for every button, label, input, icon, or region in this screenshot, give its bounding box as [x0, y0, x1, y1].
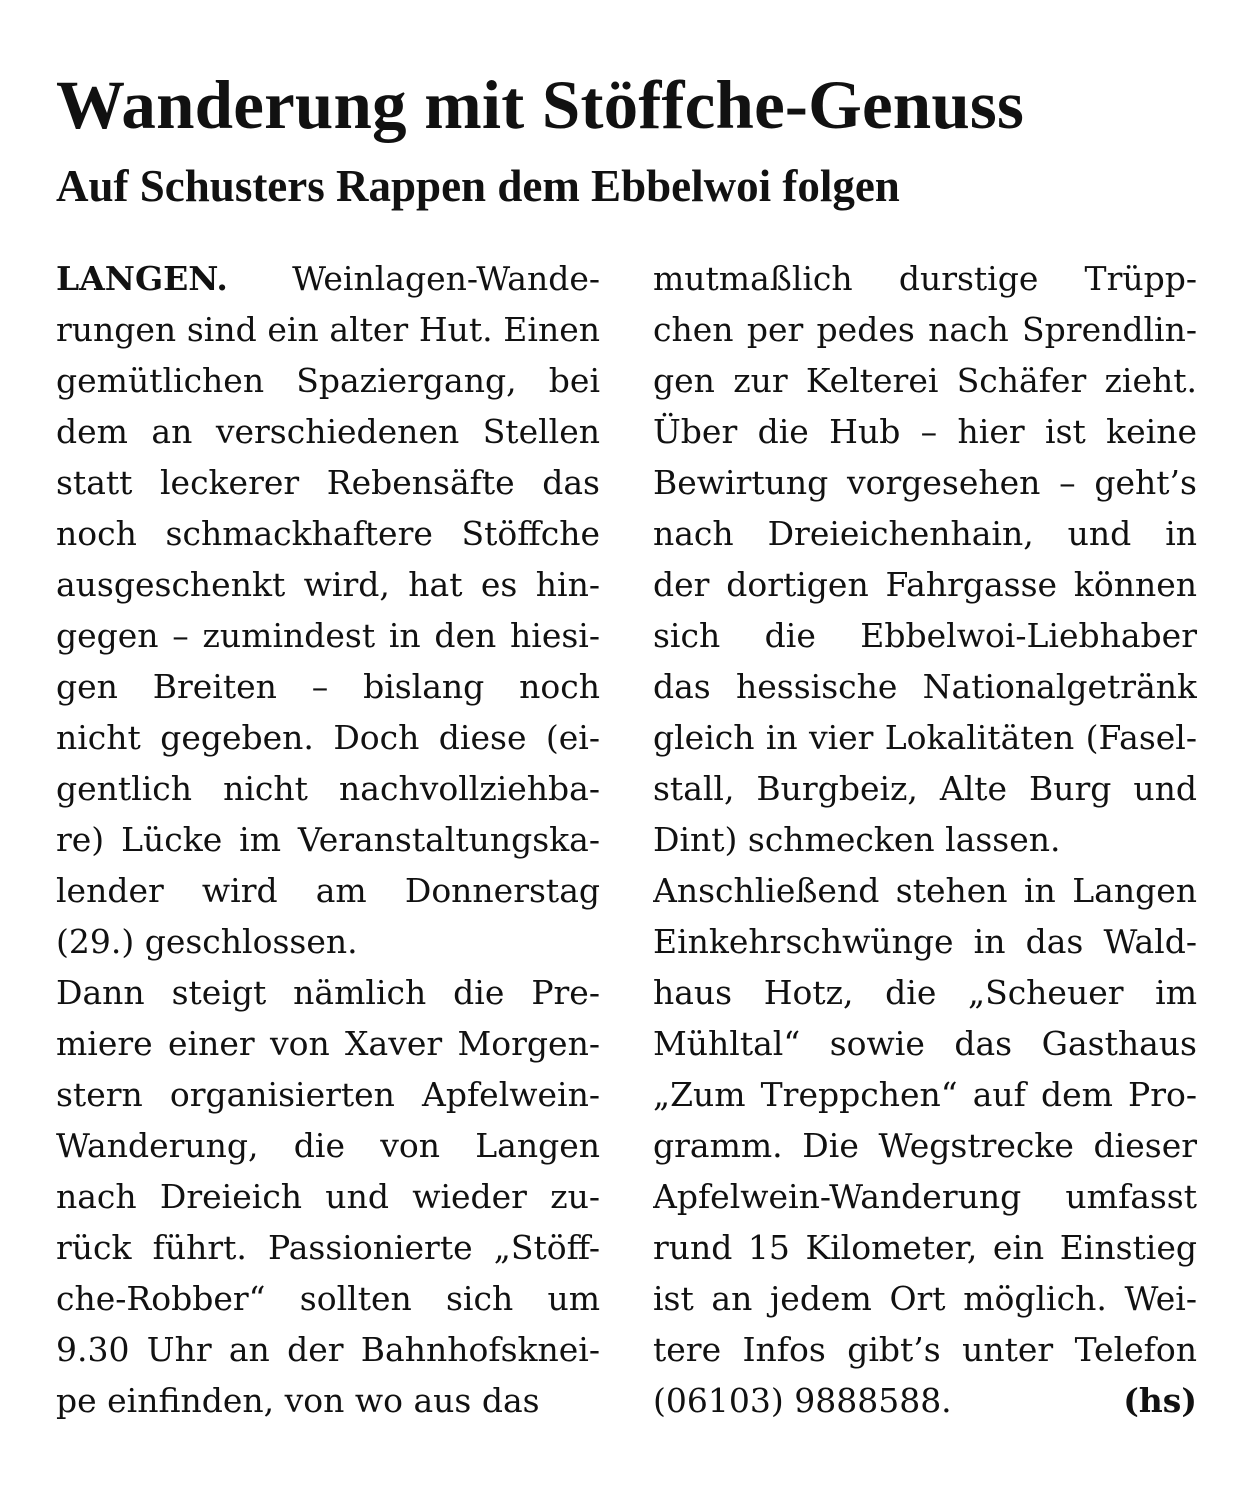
text-line-content: ist an jedem Ort möglich. Wei-: [653, 1279, 1197, 1318]
article-column-right: [653, 253, 1197, 1426]
text-line: [653, 355, 1197, 406]
text-line-content: Bewirtung vorgesehen – geht’s: [653, 463, 1197, 502]
author-initials: (hs): [1123, 1381, 1197, 1420]
text-line-content: nicht gegeben. Doch diese (ei-: [56, 718, 600, 757]
text-line: [653, 1324, 1197, 1375]
text-line: [56, 916, 600, 967]
text-line-content: statt leckerer Rebensäfte das: [56, 463, 600, 502]
text-line: [56, 1324, 600, 1375]
text-line: [56, 406, 600, 457]
text-line-content: gentlich nicht nachvollziehba-: [56, 769, 600, 808]
text-line: [56, 1120, 600, 1171]
subheadline: Auf Schusters Rappen dem Ebbelwoi folgen: [56, 161, 900, 211]
text-line: [653, 610, 1197, 661]
text-line: [56, 457, 600, 508]
text-line-content: stall, Burgbeiz, Alte Burg und: [653, 769, 1197, 808]
text-line-content: (06103) 9888588.: [653, 1381, 952, 1420]
text-line-content: re) Lücke im Veranstaltungska-: [56, 820, 600, 859]
text-line-content: (29.) geschlossen.: [56, 922, 358, 961]
text-line: [56, 1171, 600, 1222]
text-line: [56, 304, 600, 355]
text-line: [653, 865, 1197, 916]
text-line-content: Dint) schmecken lassen.: [653, 820, 1061, 859]
text-line: [653, 406, 1197, 457]
headline: Wanderung mit Stöffche-Genuss: [56, 67, 1025, 143]
text-line-content: Anschließend stehen in Langen: [653, 871, 1197, 910]
text-line: [653, 712, 1197, 763]
text-line-content: „Zum Treppchen“ auf dem Pro-: [653, 1075, 1197, 1114]
text-line-content: dem an verschiedenen Stellen: [56, 412, 600, 451]
text-line: [653, 1273, 1197, 1324]
text-line-content: rungen sind ein alter Hut. Einen: [56, 310, 600, 349]
text-line-content: noch schmackhaftere Stöffche: [56, 514, 600, 553]
text-line: [56, 712, 600, 763]
text-line: [56, 865, 600, 916]
text-line: [56, 1273, 600, 1324]
text-line-content: gramm. Die Wegstrecke dieser: [653, 1126, 1197, 1165]
text-line: [653, 253, 1197, 304]
text-line-content: gen Breiten – bislang noch: [56, 667, 600, 706]
text-line-content: Einkehrschwünge in das Wald-: [653, 922, 1197, 961]
text-line-content: Wanderung, die von Langen: [56, 1126, 600, 1165]
text-line: [653, 763, 1197, 814]
text-line: [653, 559, 1197, 610]
text-line-content: che-Robber“ sollten sich um: [56, 1279, 600, 1318]
text-line: [653, 1222, 1197, 1273]
text-line-content: miere einer von Xaver Morgen-: [56, 1024, 600, 1063]
text-line: [653, 1120, 1197, 1171]
text-line-content: pe einfinden, von wo aus das: [56, 1381, 540, 1420]
text-line: [56, 1069, 600, 1120]
text-line-content: haus Hotz, die „Scheuer im: [653, 973, 1197, 1012]
text-line: [56, 1222, 600, 1273]
text-line: [56, 610, 600, 661]
text-line: [653, 1375, 1197, 1426]
text-line: [56, 253, 600, 304]
text-line: [56, 1375, 600, 1426]
text-line-content: Weinlagen-Wande-: [292, 259, 600, 298]
text-line-content: Über die Hub – hier ist keine: [653, 412, 1197, 451]
text-line: [653, 304, 1197, 355]
text-line: [653, 457, 1197, 508]
text-line: [56, 559, 600, 610]
text-line-content: sich die Ebbelwoi-Liebhaber: [653, 616, 1197, 655]
text-line-content: rück führt. Passionierte „Stöff-: [56, 1228, 600, 1267]
text-line-content: 9.30 Uhr an der Bahnhofsknei-: [56, 1330, 600, 1369]
text-line: [56, 814, 600, 865]
adjacent-column-edge: [0, 0, 14, 1492]
text-line-content: gegen – zumindest in den hiesi-: [56, 616, 600, 655]
text-line-content: stern organisierten Apfelwein-: [56, 1075, 600, 1114]
text-line: [653, 967, 1197, 1018]
text-line-content: gemütlichen Spaziergang, bei: [56, 361, 600, 400]
text-line-content: Mühltal“ sowie das Gasthaus: [653, 1024, 1197, 1063]
text-line: [653, 1018, 1197, 1069]
text-line-content: Dann steigt nämlich die Pre-: [56, 973, 600, 1012]
text-line: [56, 967, 600, 1018]
text-line-content: mutmaßlich durstige Trüpp-: [653, 259, 1197, 298]
text-line-content: rund 15 Kilometer, ein Einstieg: [653, 1228, 1197, 1267]
text-line: [56, 355, 600, 406]
text-line-content: Apfelwein-Wanderung umfasst: [653, 1177, 1197, 1216]
text-line: [653, 814, 1197, 865]
text-line: [653, 1171, 1197, 1222]
text-line: [56, 661, 600, 712]
text-line-content: das hessische Nationalgetränk: [653, 667, 1197, 706]
text-line-content: lender wird am Donnerstag: [56, 871, 600, 910]
text-line-content: tere Infos gibt’s unter Telefon: [653, 1330, 1197, 1369]
text-line-content: chen per pedes nach Sprendlin-: [653, 310, 1197, 349]
text-line-content: gen zur Kelterei Schäfer zieht.: [653, 361, 1197, 400]
text-line-content: gleich in vier Lokalitäten (Fasel-: [653, 718, 1197, 757]
text-line: [653, 661, 1197, 712]
text-line: [56, 1018, 600, 1069]
text-line-content: nach Dreieich und wieder zu-: [56, 1177, 600, 1216]
text-line-content: nach Dreieichenhain, und in: [653, 514, 1197, 553]
text-line-content: ausgeschenkt wird, hat es hin-: [56, 565, 600, 604]
text-line: [653, 508, 1197, 559]
text-line-content: der dortigen Fahrgasse können: [653, 565, 1197, 604]
text-line: [56, 763, 600, 814]
text-line: [56, 508, 600, 559]
text-line: [653, 1069, 1197, 1120]
article-column-left: [56, 253, 600, 1426]
text-line: [653, 916, 1197, 967]
dateline: LANGEN.: [56, 259, 228, 298]
